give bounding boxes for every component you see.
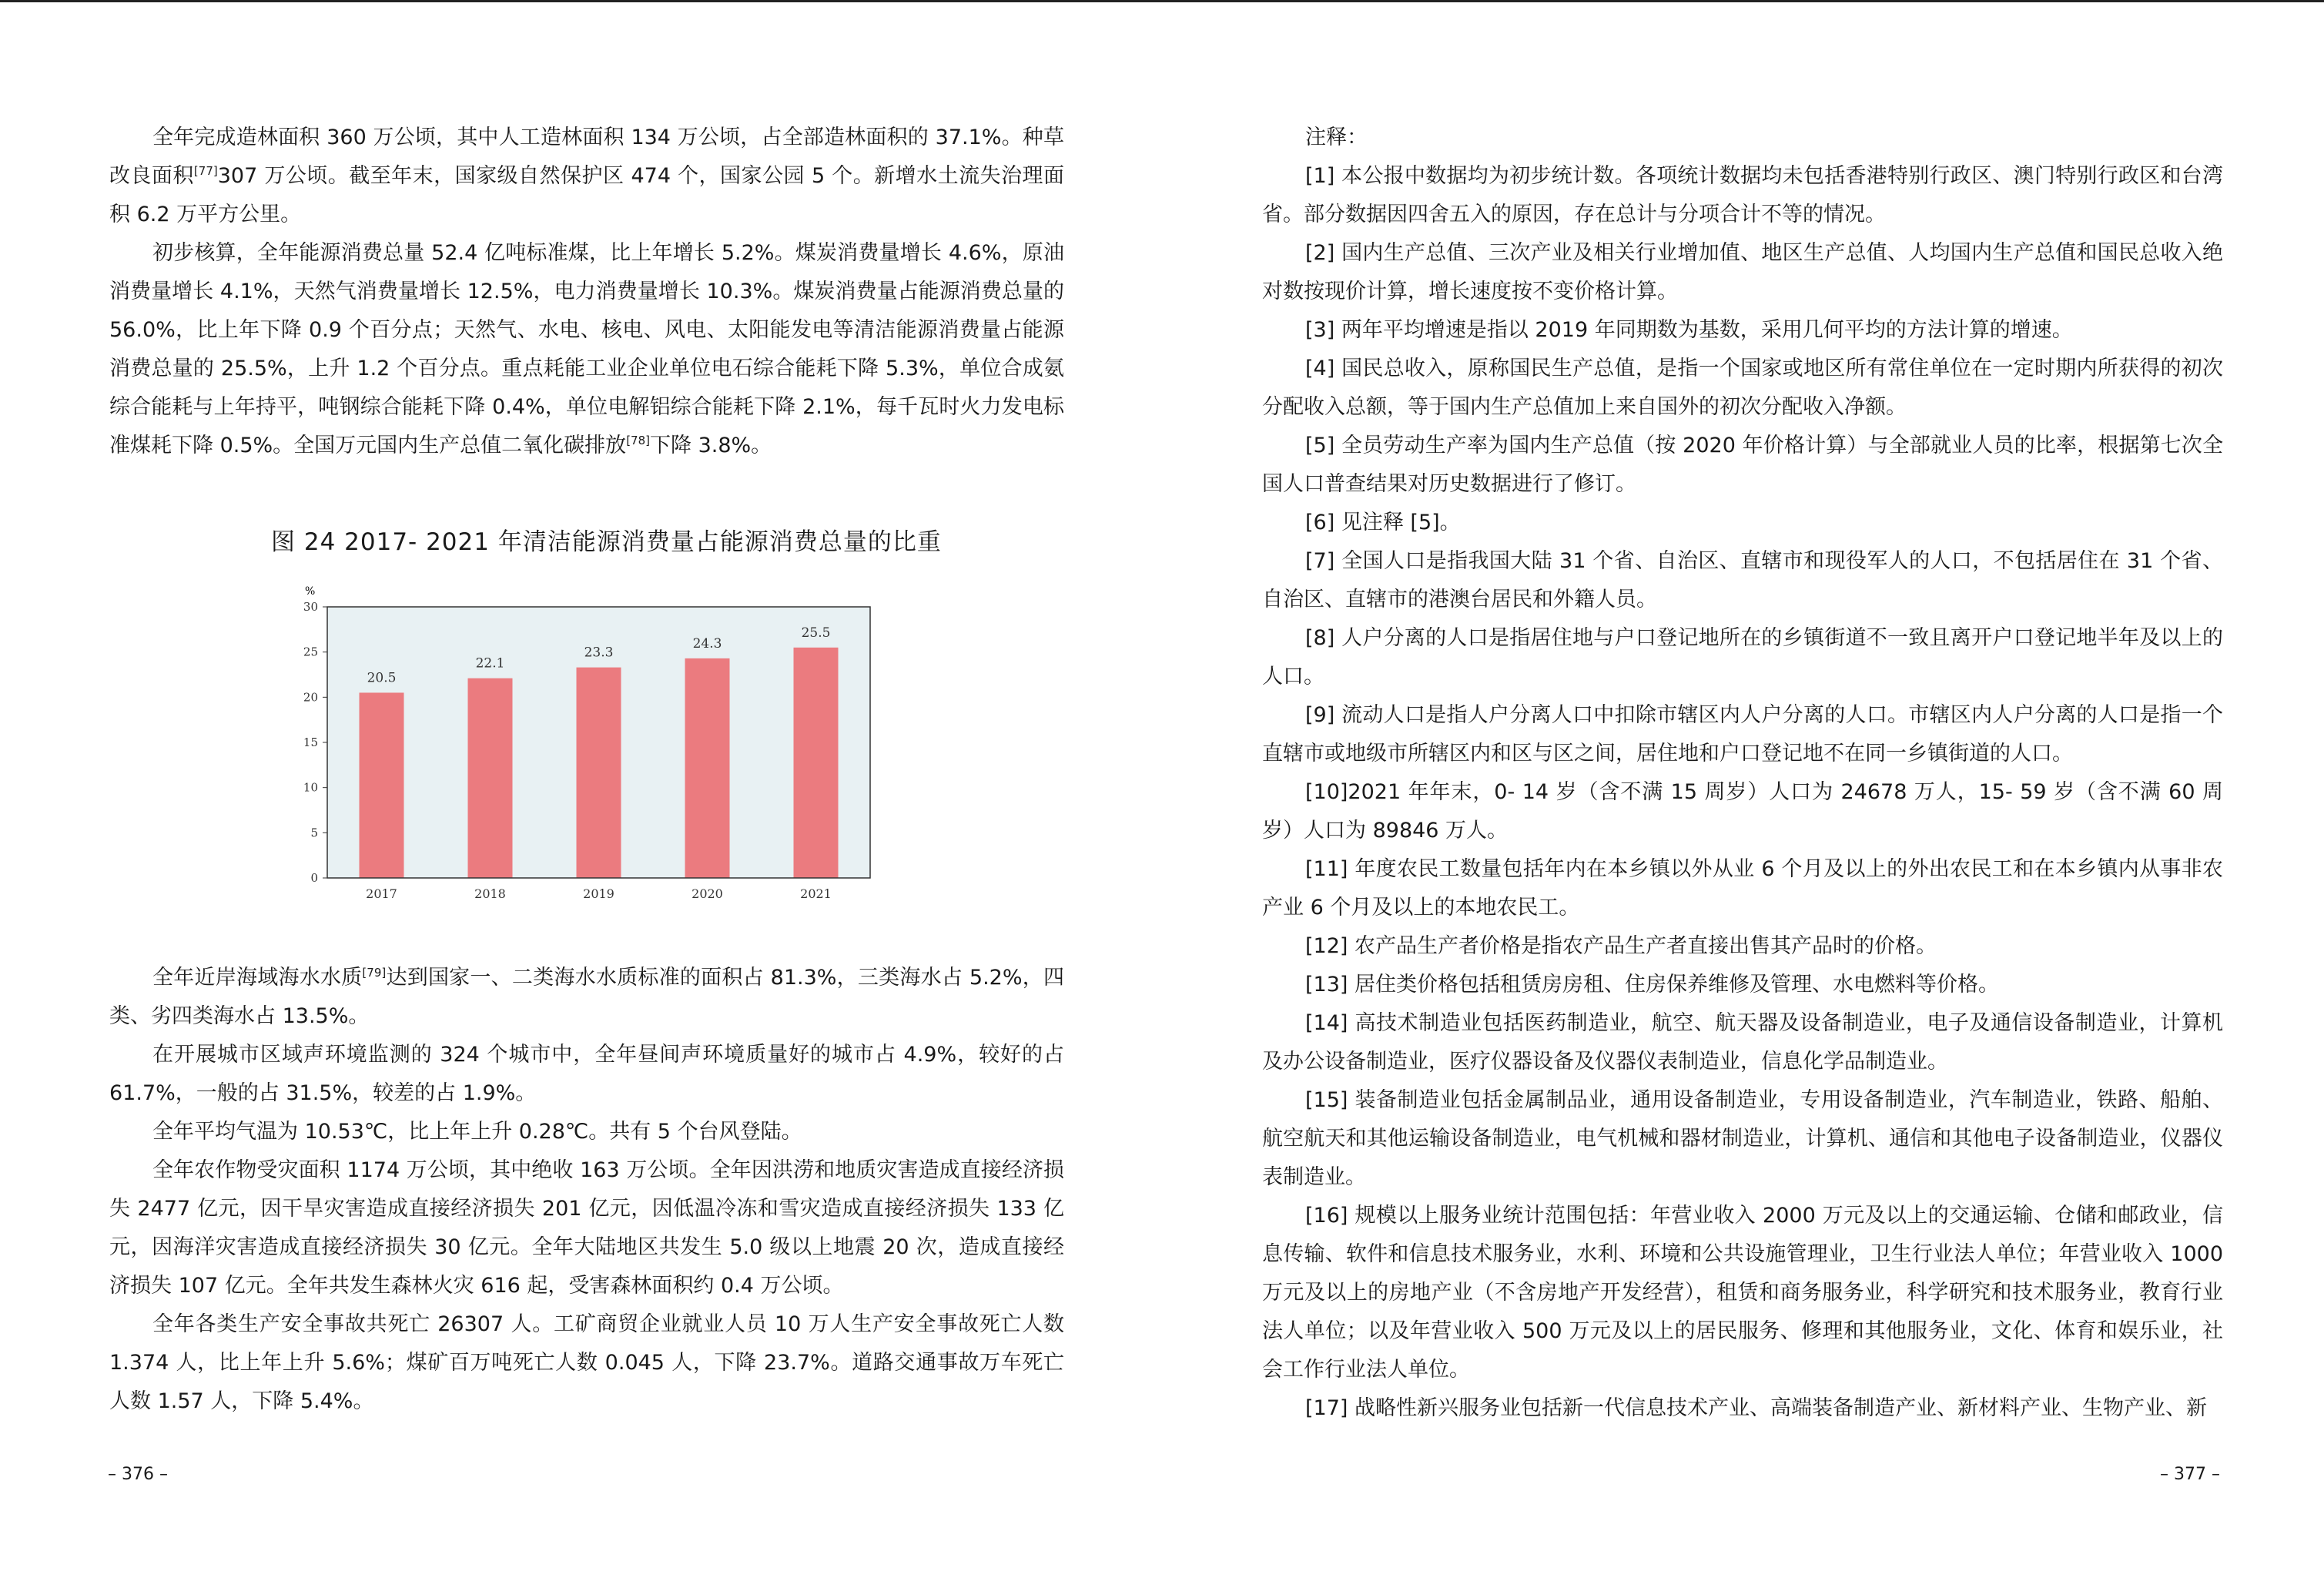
bar-2021 [794, 648, 839, 878]
footnote-ref-77[interactable]: [77] [193, 164, 218, 178]
note-2: [2] 国内生产总值、三次产业及相关行业增加值、地区生产总值、人均国内生产总值和国民总收入绝对数按现价计算，增长速度按不变价格计算。 [1262, 241, 2223, 303]
paragraph-temperature: 全年平均气温为 10.53℃，比上年上升 0.28℃。共有 5 个台风登陆。 [152, 1120, 802, 1144]
note-14: [14] 高技术制造业包括医药制造业，航空、航天器及设备制造业，电子及通信设备制造业，计算机及办公设备制造业，医疗仪器设备及仪器仪表制造业，信息化学品制造业。 [1262, 1011, 2223, 1074]
text-energy-a: 初步核算，全年能源消费总量 52.4 亿吨标准煤，比上年增长 5.2%。煤炭消费量增长 4.6%，原油消费量增长 4.1%，天然气消费量增长 12.5%，电力消费量增长 10.3%。煤炭消费量占能源消费总量的 56.0%，比上年下降 0.9 个百分点；天然气、水电、核电、风电、太阳能发电等清洁能源消费量占能源消费总量的 25.5%，上升 1.2 个百分点。重点耗能工业企业单位电石综合能耗下降 5.3%，单位合成氨综合能耗与上年持平，吨钢综合能耗下降 0.4%，单位电解铝综合能耗下降 2.1%，每千瓦时火力发电标准煤耗下降 0.5%。全国万元国内生产总值二氧化碳排放 [109, 241, 1064, 457]
text-afforestation-a: 全年完成造林面积 360 万公顷，其中人工造林面积 134 万公顷，占全部造林面积的 37.1%。种草改良面积 [109, 126, 1064, 188]
footnote-ref-78[interactable]: [78] [626, 434, 650, 447]
text-afforestation-b: 307 万公顷。截至年末，国家级自然保护区 474 个，国家公园 5 个。新增水土流失治理面积 6.2 万平方公里。 [109, 164, 1065, 226]
x-tick-label-2021: 2021 [800, 886, 832, 901]
note-1: [1] 本公报中数据均为初步统计数。各项统计数据均未包括香港特别行政区、澳门特别行政区和台湾省。部分数据因四舍五入的原因，存在总计与分项合计不等的情况。 [1262, 164, 2223, 226]
note-10: [10]2021 年年末，0- 14 岁（含不满 15 周岁）人口为 24678 万人，15- 59 岁（含不满 60 周岁）人口为 89846 万人。 [1262, 780, 2223, 843]
y-tick-label: 5 [310, 826, 318, 840]
x-tick-label-2020: 2020 [692, 886, 723, 901]
value-label-2021: 25.5 [801, 625, 831, 641]
y-axis-ticks [303, 600, 327, 885]
page-number-left: – 376 – [108, 1465, 168, 1484]
text-energy-b: 下降 3.8%。 [649, 434, 772, 457]
y-unit-label: % [305, 585, 316, 598]
note-5: [5] 全员劳动生产率为国内生产总值（按 2020 年价格计算）与全部就业人员的比率，根据第七次全国人口普查结果对历史数据进行了修订。 [1262, 434, 2223, 496]
note-3: [3] 两年平均增速是指以 2019 年同期数为基数，采用几何平均的方法计算的增速。 [1305, 318, 2073, 342]
page-number-right: – 377 – [2160, 1465, 2220, 1484]
figure-caption: 图 24 2017- 2021 年清洁能源消费量占能源消费总量的比重 [271, 528, 942, 556]
x-axis-labels [366, 886, 832, 901]
notes-block [1262, 119, 2223, 1428]
bar-2019 [577, 668, 621, 878]
note-6: [6] 见注释 [5]。 [1305, 511, 1461, 534]
value-label-2018: 22.1 [475, 655, 505, 672]
note-12: [12] 农产品生产者价格是指农产品生产者直接出售其产品时的价格。 [1305, 934, 1937, 958]
text-seawater-b: 达到国家一、二类海水水质标准的面积占 81.3%，三类海水占 5.2%，四类、劣四类海水占 13.5%。 [109, 966, 1065, 1028]
x-tick-label-2017: 2017 [366, 886, 397, 901]
paragraph-energy [109, 234, 1064, 465]
note-9: [9] 流动人口是指人户分离人口中扣除市辖区内人户分离的人口。市辖区内人户分离的人口是指一个直辖市或地级市所辖区内和区与区之间，居住地和户口登记地不在同一乡镇街道的人口。 [1262, 703, 2223, 766]
x-tick-label-2018: 2018 [474, 886, 506, 901]
note-13: [13] 居住类价格包括租赁房房租、住房保养维修及管理、水电燃料等价格。 [1305, 973, 2000, 997]
paragraph-afforestation [109, 119, 1064, 234]
bar-2018 [468, 678, 513, 878]
bar-2017 [360, 692, 404, 878]
note-8: [8] 人户分离的人口是指居住地与户口登记地所在的乡镇街道不一致且离开户口登记地半年及以上的人口。 [1262, 626, 2223, 688]
y-tick-label: 15 [303, 735, 318, 749]
value-label-2019: 23.3 [584, 645, 614, 661]
x-tick-label-2019: 2019 [583, 886, 614, 901]
note-11: [11] 年度农民工数量包括年内在本乡镇以外从业 6 个月及以上的外出农民工和在本乡镇内从事非农产业 6 个月及以上的本地农民工。 [1262, 857, 2223, 920]
paragraph-noise: 在开展城市区域声环境监测的 324 个城市中，全年昼间声环境质量好的城市占 4.9%，较好的占 61.7%，一般的占 31.5%，较差的占 1.9%。 [109, 1043, 1064, 1105]
left-bottom-text [109, 959, 1064, 1421]
note-4: [4] 国民总收入，原称国民生产总值，是指一个国家或地区所有常住单位在一定时期内所获得的初次分配收入总额，等于国内生产总值加上来自国外的初次分配收入净额。 [1262, 357, 2223, 419]
y-tick-label: 25 [303, 645, 318, 659]
note-16: [16] 规模以上服务业统计范围包括：年营业收入 2000 万元及以上的交通运输、仓储和邮政业，信息传输、软件和信息技术服务业，水利、环境和公共设施管理业，卫生行业法人单位；年营业收入 1000 万元及以上的房地产业（不含房地产开发经营），租赁和商务服务业，科学研究和技术服务业，教育行业法人单位；以及年营业收入 500 万元及以上的居民服务、修理和其他服务业，文化、体育和娱乐业，社会工作行业法人单位。 [1262, 1204, 2223, 1382]
paragraph-disasters: 全年农作物受灾面积 1174 万公顷，其中绝收 163 万公顷。全年因洪涝和地质灾害造成直接经济损失 2477 亿元，因干旱灾害造成直接经济损失 201 亿元，因低温冷冻和雪灾造成直接经济损失 133 亿元，因海洋灾害造成直接经济损失 30 亿元。全年大陆地区共发生 5.0 级以上地震 20 次，造成直接经济损失 107 亿元。全年共发生森林火灾 616 起，受害森林面积约 0.4 万公顷。 [109, 1158, 1064, 1298]
note-15: [15] 装备制造业包括金属制品业，通用设备制造业，专用设备制造业，汽车制造业，铁路、船舶、航空航天和其他运输设备制造业，电气机械和器材制造业，计算机、通信和其他电子设备制造业，仪器仪表制造业。 [1262, 1088, 2223, 1189]
clean-energy-bar-chart [293, 581, 878, 904]
text-seawater-a: 全年近岸海域海水水质 [152, 966, 363, 990]
right-page [1162, 0, 2324, 1588]
note-7: [7] 全国人口是指我国大陆 31 个省、自治区、直辖市和现役军人的人口，不包括居住在 31 个省、自治区、直辖市的港澳台居民和外籍人员。 [1262, 549, 2223, 611]
notes-heading: 注释： [1305, 126, 1368, 149]
value-label-2020: 24.3 [692, 635, 722, 652]
footnote-ref-79[interactable]: [79] [362, 966, 387, 980]
y-tick-label: 10 [303, 780, 318, 795]
paragraph-safety: 全年各类生产安全事故共死亡 26307 人。工矿商贸企业就业人员 10 万人生产安全事故死亡人数 1.374 人，比上年上升 5.6%；煤矿百万吨死亡人数 0.045 人，下降 23.7%。道路交通事故万车死亡人数 1.57 人，下降 5.4%。 [109, 1312, 1064, 1413]
y-tick-label: 20 [303, 690, 318, 705]
y-tick-label: 0 [310, 871, 318, 885]
bar-2020 [685, 658, 730, 878]
paragraph-seawater [109, 959, 1064, 1036]
value-label-2017: 20.5 [367, 670, 397, 686]
y-tick-label: 30 [303, 600, 318, 614]
left-top-text [109, 119, 1064, 465]
note-17: [17] 战略性新兴服务业包括新一代信息技术产业、高端装备制造产业、新材料产业、生物产业、新 [1305, 1396, 2208, 1420]
